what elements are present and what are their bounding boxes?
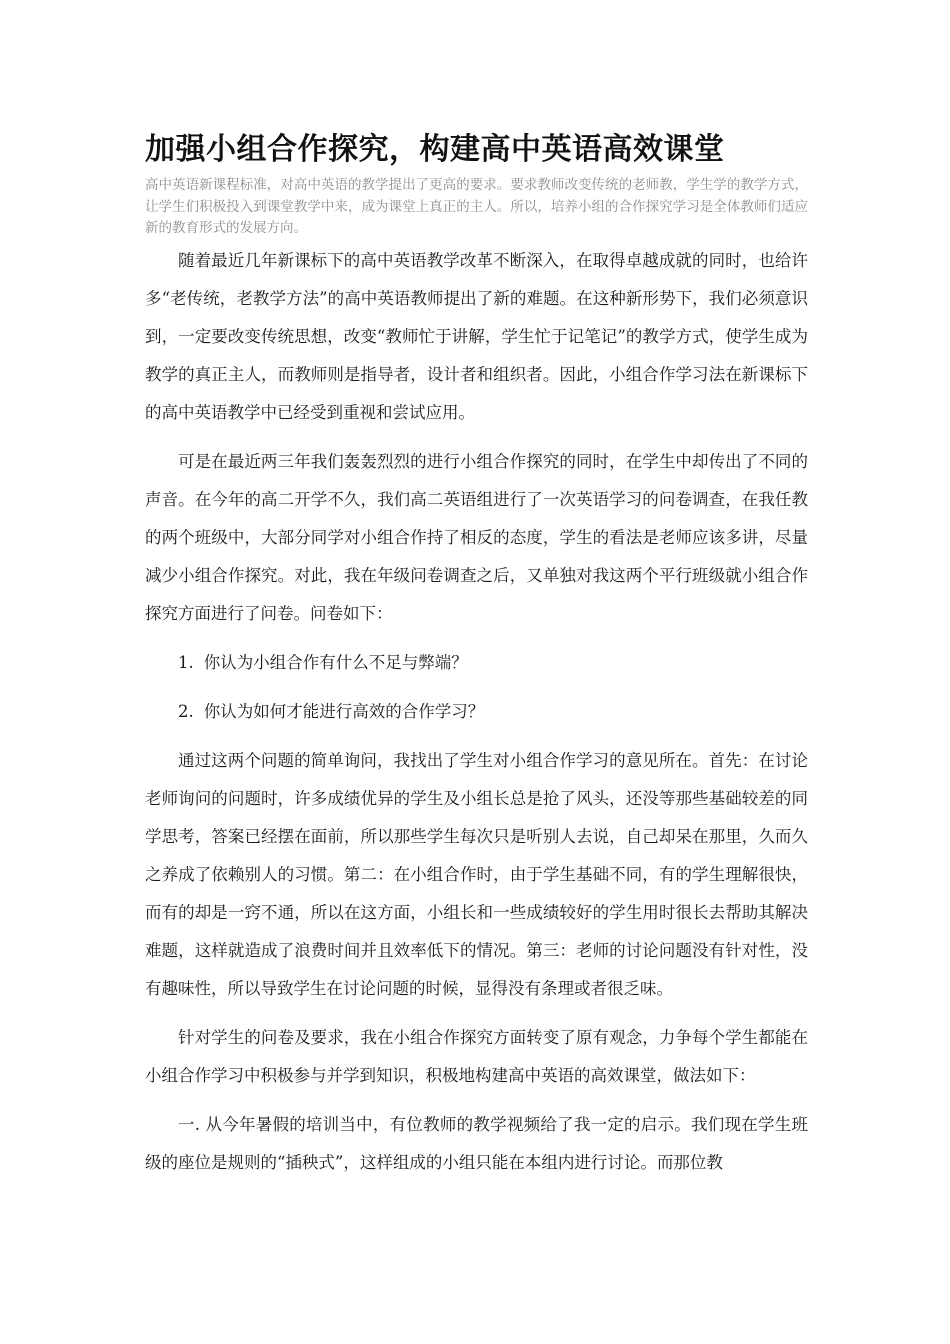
question-item: [145, 644, 808, 682]
question-text: 你认为小组合作有什么不足与弊端？: [203, 652, 468, 672]
document-page: [145, 128, 808, 1193]
body-paragraph: 通过这两个问题的简单询问，我找出了学生对小组合作学习的意见所在。首先：在讨论老师询问的问题时，许多成绩优异的学生及小组长总是抢了风头，还没等那些基础较差的同学思考，答案已经摆在面前，所以那些学生每次只是听别人去说，自己却呆在那里，久而久之养成了依赖别人的习惯。第二：在小组合作时，由于学生基础不同，有的学生理解很快，而有的却是一窍不通，所以在这方面，小组长和一些成绩较好的学生用时很长去帮助其解决难题，这样就造成了浪费时间并且效率低下的情况。第三：老师的讨论问题没有针对性，没有趣味性，所以导致学生在讨论问题的时候，显得没有条理或者很乏味。: [145, 750, 808, 998]
document-title: 加强小组合作探究，构建高中英语高效课堂: [145, 132, 725, 167]
body-paragraph: 一. 从今年暑假的培训当中，有位教师的教学视频给了我一定的启示。我们现在学生班级的座位是规则的“插秧式”，这样组成的小组只能在本组内进行讨论。而那位教: [145, 1114, 808, 1172]
question-number: 1.: [178, 652, 194, 672]
body-paragraph: 针对学生的问卷及要求，我在小组合作探究方面转变了原有观念，力争每个学生都能在小组合作学习中积极参与并学到知识，积极地构建高中英语的高效课堂，做法如下：: [145, 1027, 808, 1085]
body-paragraph: 随着最近几年新课标下的高中英语教学改革不断深入，在取得卓越成就的同时，也给许多“老传统，老教学方法”的高中英语教师提出了新的难题。在这种新形势下，我们必须意识到，一定要改变传统思想，改变“教师忙于讲解，学生忙于记笔记”的教学方式，使学生成为教学的真正主人，而教师则是指导者，设计者和组织者。因此，小组合作学习法在新课标下的高中英语教学中已经受到重视和尝试应用。: [145, 250, 808, 422]
question-number: 2.: [178, 701, 194, 721]
question-item: [145, 693, 808, 731]
abstract: 高中英语新课程标准，对高中英语的教学提出了更高的要求。要求教师改变传统的老师教，学生学的教学方式，让学生们积极投入到课堂教学中来，成为课堂上真正的主人。所以，培养小组的合作探究学习是全体教师们适应新的教育形式的发展方向。: [145, 177, 808, 236]
question-text: 你认为如何才能进行高效的合作学习？: [203, 701, 485, 721]
body-paragraph: 可是在最近两三年我们轰轰烈烈的进行小组合作探究的同时，在学生中却传出了不同的声音。在今年的高二开学不久，我们高二英语组进行了一次英语学习的问卷调查，在我任教的两个班级中，大部分同学对小组合作持了相反的态度，学生的看法是老师应该多讲，尽量减少小组合作探究。对此，我在年级问卷调查之后，又单独对我这两个平行班级就小组合作探究方面进行了问卷。问卷如下：: [145, 451, 808, 623]
